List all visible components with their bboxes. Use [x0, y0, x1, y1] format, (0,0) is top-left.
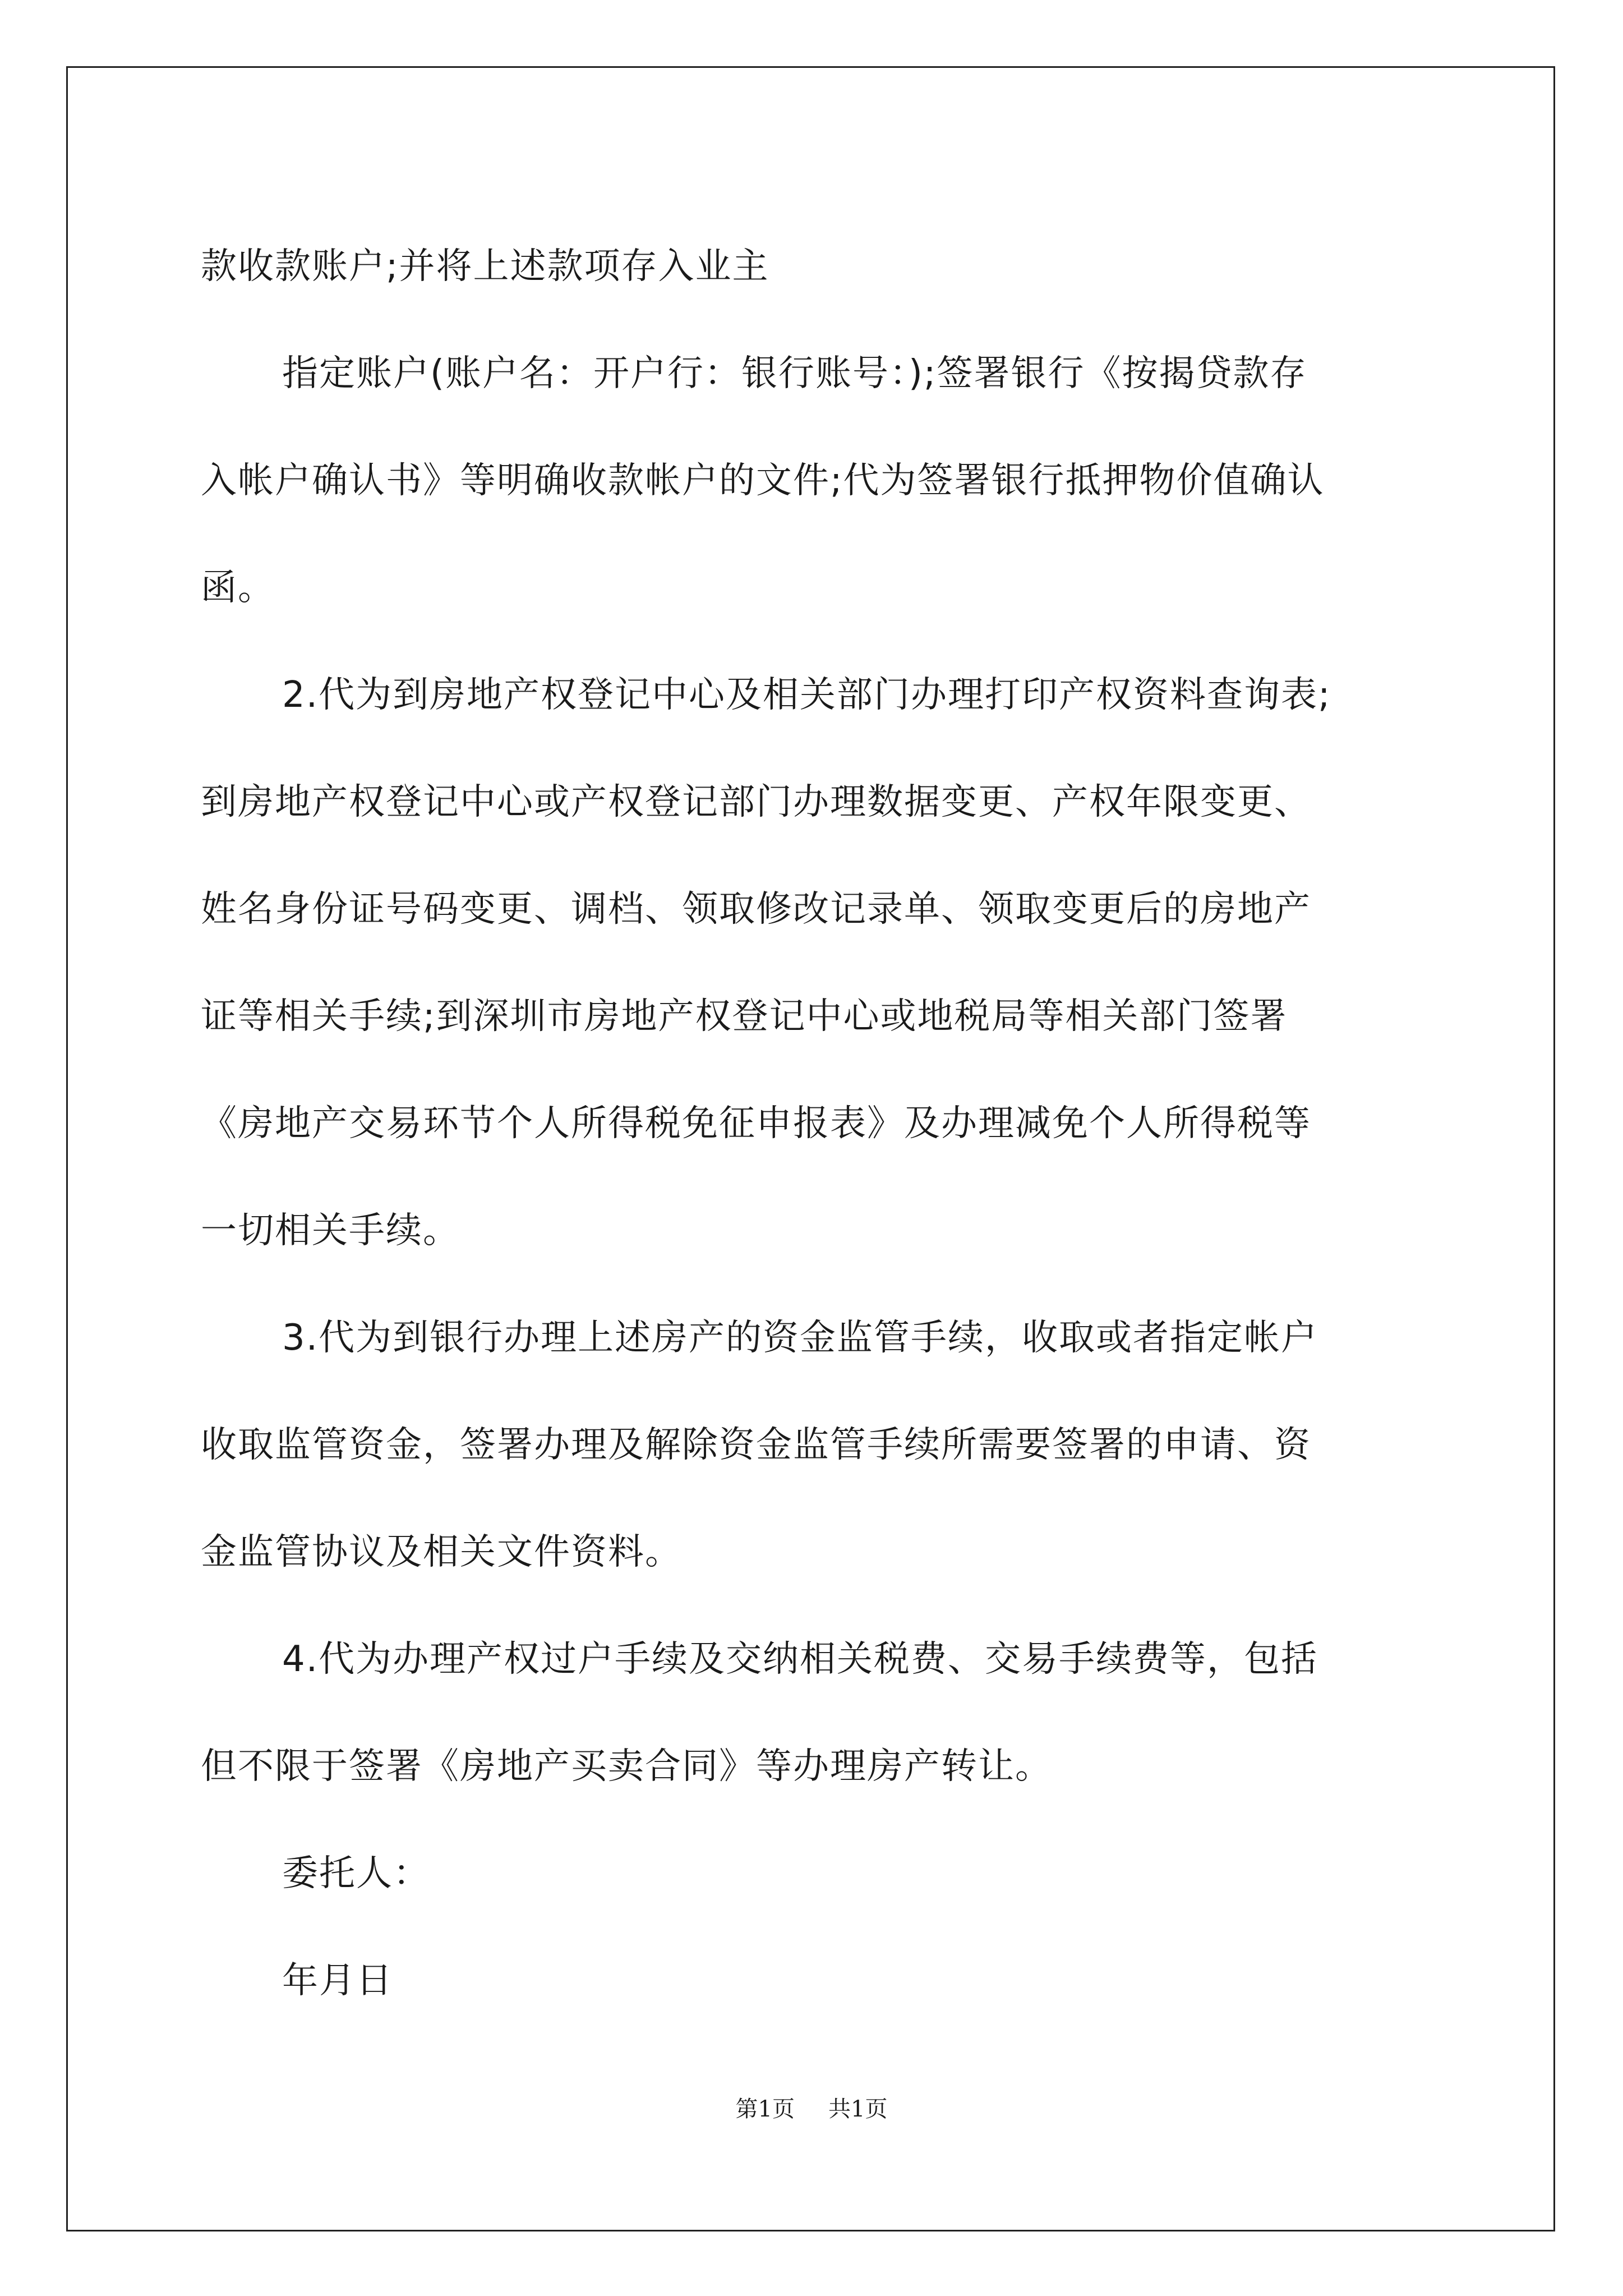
document-body [201, 213, 1435, 2035]
signature-label: 委托人： [282, 1853, 430, 1894]
text-line-4: 函。 [201, 567, 275, 609]
text-line-13: 金监管协议及相关文件资料。 [201, 1531, 682, 1573]
text-line-11: 3.代为到银行办理上述房产的资金监管手续，收取或者指定帐户 [282, 1317, 1318, 1359]
page-number-current: 第1页 [735, 2096, 795, 2122]
text-line-2: 指定账户(账户名：开户行：银行账号：);签署银行《按揭贷款存 [282, 353, 1307, 394]
page-number-total: 共1页 [828, 2096, 888, 2122]
text-line-14: 4.代为办理产权过户手续及交纳相关税费、交易手续费等，包括 [282, 1639, 1318, 1680]
text-line-15: 但不限于签署《房地产买卖合同》等办理房产转让。 [201, 1746, 1052, 1787]
text-line-8: 证等相关手续;到深圳市房地产权登记中心或地税局等相关部门签署 [201, 996, 1288, 1037]
text-line-1: 款收款账户;并将上述款项存入业主 [201, 246, 769, 287]
date-label: 年月日 [282, 1960, 393, 2001]
text-line-7: 姓名身份证号码变更、调档、领取修改记录单、领取变更后的房地产 [201, 889, 1311, 930]
text-line-12: 收取监管资金，签署办理及解除资金监管手续所需要签署的申请、资 [201, 1424, 1311, 1466]
text-line-5: 2.代为到房地产权登记中心及相关部门办理打印产权资料查询表; [282, 674, 1331, 716]
page-footer [0, 2091, 1623, 2123]
text-line-10: 一切相关手续。 [201, 1210, 460, 1251]
text-line-9: 《房地产交易环节个人所得税免征申报表》及办理减免个人所得税等 [201, 1103, 1311, 1144]
text-block [201, 213, 1435, 2035]
text-line-6: 到房地产权登记中心或产权登记部门办理数据变更、产权年限变更、 [201, 781, 1311, 823]
text-line-3: 入帐户确认书》等明确收款帐户的文件;代为签署银行抵押物价值确认 [201, 460, 1325, 501]
